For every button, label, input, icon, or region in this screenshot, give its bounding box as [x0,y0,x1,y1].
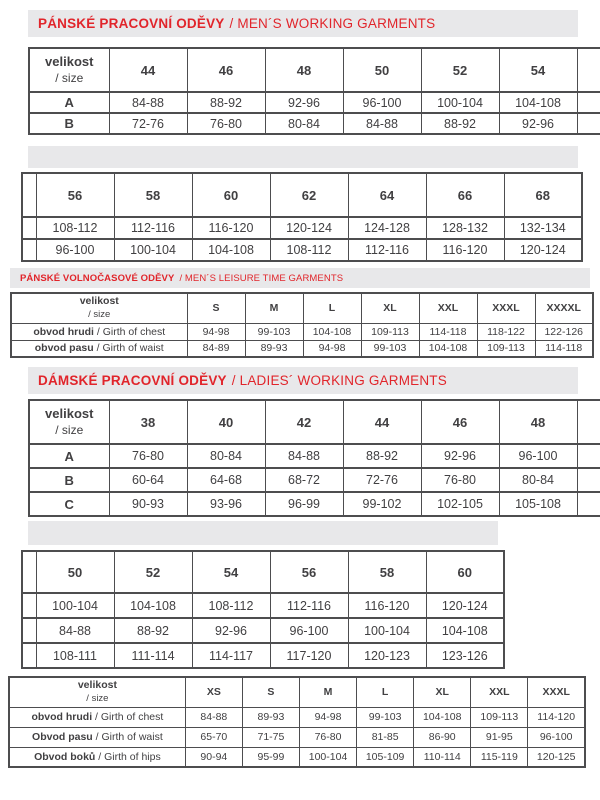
cut-column-header [577,48,600,92]
column-header: XXXXL [535,293,593,323]
size-range-cell: 109-113 [471,707,528,727]
size-range-cell: 91-95 [471,727,528,747]
size-range-cell: 122-126 [535,323,593,340]
size-range-cell: 100-104 [114,239,192,261]
size-range-cell: 99-103 [357,707,414,727]
size-range-cell: 94-98 [187,323,245,340]
row-label [9,747,185,767]
corner-label-czech: velikost [45,54,94,70]
column-header: 52 [421,48,499,92]
size-range-cell: 120-124 [270,217,348,239]
row-label-czech: Obvod boků [34,750,96,763]
size-range-cell: 116-120 [348,593,426,618]
section-title-mens-leisure [10,268,590,288]
size-range-cell: 108-112 [270,239,348,261]
size-range-cell: 100-104 [299,747,356,767]
size-range-cell: 120-123 [348,643,426,668]
column-header: 44 [343,400,421,444]
size-range-cell: 96-100 [528,727,585,747]
size-range-cell: 132-134 [504,217,582,239]
column-header: 48 [499,400,577,444]
size-range-cell: 88-92 [114,618,192,643]
size-range-cell: 99-103 [245,323,303,340]
header-row [9,677,585,707]
size-range-cell: 92-96 [421,444,499,468]
size-range-cell: 112-116 [270,593,348,618]
header-row [29,400,600,444]
row-label [9,727,185,747]
section-title-czech: PÁNSKÉ VOLNOČASOVÉ ODĚVY [20,272,175,284]
header-row [11,293,593,323]
corner-label-czech: velikost [45,406,94,422]
cut-cell [577,92,600,113]
size-range-cell: 120-125 [528,747,585,767]
size-corner-header [29,48,109,92]
size-range-cell: 120-124 [426,593,504,618]
size-range-cell: 118-122 [477,323,535,340]
corner-label-english: / size [55,422,84,437]
column-header: 58 [114,173,192,217]
size-range-cell: 124-128 [348,217,426,239]
size-range-cell: 84-88 [185,707,242,727]
column-header: 58 [348,551,426,593]
size-range-cell: 104-108 [414,707,471,727]
size-range-cell: 115-119 [471,747,528,767]
cut-cell [22,618,36,643]
size-range-cell: 96-100 [343,92,421,113]
ladies-working-sizes-table-1 [28,399,600,517]
size-range-cell: 64-68 [187,468,265,492]
size-range-cell: 111-114 [114,643,192,668]
size-range-cell: 114-117 [192,643,270,668]
mens-working-sizes-table-2 [21,172,583,262]
column-header: 64 [348,173,426,217]
size-range-cell: 92-96 [499,113,577,134]
size-range-cell: 84-89 [187,340,245,357]
column-header: 40 [187,400,265,444]
size-range-cell: 112-116 [348,239,426,261]
column-header: 62 [270,173,348,217]
corner-label-english: / size [88,308,111,320]
size-range-cell: 76-80 [299,727,356,747]
column-header: M [299,677,356,707]
size-range-cell: 90-93 [109,492,187,516]
column-header: 42 [265,400,343,444]
column-header: L [357,677,414,707]
mens-leisure-sizes-table [10,292,594,358]
size-range-cell: 120-124 [504,239,582,261]
size-range-cell: 100-104 [348,618,426,643]
size-range-cell: 108-111 [36,643,114,668]
mens-working-sizes-table-1 [28,47,600,135]
header-row [22,173,582,217]
ladies-working-sizes-table-2 [21,550,505,669]
size-range-cell: 104-108 [499,92,577,113]
size-range-cell: 68-72 [265,468,343,492]
section-title-czech: PÁNSKÉ PRACOVNÍ ODĚVY [38,16,225,31]
column-header: 50 [36,551,114,593]
size-range-cell: 84-88 [36,618,114,643]
column-header: XL [361,293,419,323]
cut-column-header [577,400,600,444]
row-label: A [29,92,109,113]
corner-label-english: / size [55,70,84,85]
size-range-cell: 86-90 [414,727,471,747]
size-range-cell: 108-112 [192,593,270,618]
row-label-czech: obvod pasu [34,342,94,355]
empty-section-bar [28,146,578,168]
size-range-cell: 96-100 [499,444,577,468]
column-header: XXXL [528,677,585,707]
size-range-cell: 80-84 [187,444,265,468]
size-range-cell: 105-109 [357,747,414,767]
size-corner-header [9,677,185,707]
table-row [22,217,582,239]
column-header: 52 [114,551,192,593]
section-title-czech: DÁMSKÉ PRACOVNÍ ODĚVY [38,373,227,388]
size-range-cell: 89-93 [242,707,299,727]
size-range-cell: 84-88 [343,113,421,134]
table-row [29,92,600,113]
size-range-cell: 92-96 [265,92,343,113]
row-label-english: / Girth of chest [93,325,166,338]
size-range-cell: 102-105 [421,492,499,516]
size-range-cell: 71-75 [242,727,299,747]
size-range-cell: 65-70 [185,727,242,747]
size-range-cell: 84-88 [109,92,187,113]
size-corner-header [11,293,187,323]
size-range-cell: 123-126 [426,643,504,668]
size-range-cell: 76-80 [187,113,265,134]
size-range-cell: 72-76 [109,113,187,134]
table-row [11,323,593,340]
section-title-english: / LADIES´ WORKING GARMENTS [231,373,447,388]
size-range-cell: 116-120 [192,217,270,239]
row-label-english: / Girth of chest [92,711,164,723]
table-row [9,707,585,727]
size-range-cell: 96-99 [265,492,343,516]
size-range-cell: 109-113 [477,340,535,357]
column-header: 60 [426,551,504,593]
column-header: 54 [499,48,577,92]
column-header: XS [185,677,242,707]
size-range-cell: 76-80 [421,468,499,492]
size-range-cell: 104-108 [426,618,504,643]
cut-cell [577,492,600,516]
ladies-measurements-table [8,676,586,768]
row-label: B [29,468,109,492]
table-row [9,747,585,767]
table-row [29,492,600,516]
size-range-cell: 95-99 [242,747,299,767]
size-range-cell: 104-108 [303,323,361,340]
column-header: XXL [471,677,528,707]
column-header: 66 [426,173,504,217]
cut-column-header [22,173,36,217]
cut-cell [577,113,600,134]
empty-section-bar [28,521,498,545]
size-range-cell: 117-120 [270,643,348,668]
column-header: 38 [109,400,187,444]
size-range-cell: 81-85 [357,727,414,747]
column-header: 68 [504,173,582,217]
column-header: 56 [270,551,348,593]
size-range-cell: 88-92 [421,113,499,134]
row-label-czech: obvod hrudi [31,711,93,723]
column-header: XXL [419,293,477,323]
column-header: 50 [343,48,421,92]
cut-cell [22,239,36,261]
size-range-cell: 80-84 [265,113,343,134]
section-title-mens-working [28,10,578,37]
size-corner-header [29,400,109,444]
table-row [22,643,504,668]
corner-label-czech: velikost [77,679,117,692]
table-row [22,239,582,261]
corner-label-czech: velikost [79,295,119,308]
size-range-cell: 96-100 [270,618,348,643]
column-header: S [242,677,299,707]
size-range-cell: 84-88 [265,444,343,468]
size-range-cell: 108-112 [36,217,114,239]
row-label: C [29,492,109,516]
cut-cell [22,643,36,668]
size-range-cell: 96-100 [36,239,114,261]
size-range-cell: 92-96 [192,618,270,643]
row-label-czech: Obvod pasu [32,731,93,743]
column-header: L [303,293,361,323]
size-range-cell: 60-64 [109,468,187,492]
column-header: 46 [187,48,265,92]
row-label [9,707,185,727]
cut-cell [22,593,36,618]
row-label [11,323,187,340]
size-range-cell: 72-76 [343,468,421,492]
cut-cell [22,217,36,239]
row-label: B [29,113,109,134]
size-range-cell: 109-113 [361,323,419,340]
size-range-cell: 100-104 [36,593,114,618]
column-header: 60 [192,173,270,217]
size-range-cell: 94-98 [303,340,361,357]
cut-column-header [22,551,36,593]
column-header: 44 [109,48,187,92]
corner-label-english: / size [86,692,109,704]
column-header: XL [414,677,471,707]
size-range-cell: 90-94 [185,747,242,767]
header-row [29,48,600,92]
size-range-cell: 114-120 [528,707,585,727]
size-range-cell: 99-103 [361,340,419,357]
column-header: 48 [265,48,343,92]
table-row [9,727,585,747]
table-row [29,468,600,492]
table-row [22,618,504,643]
section-title-ladies-working [28,367,578,394]
column-header: XXXL [477,293,535,323]
section-title-english: / MEN´S WORKING GARMENTS [229,16,436,31]
cut-cell [577,468,600,492]
row-label: A [29,444,109,468]
table-row [29,444,600,468]
size-range-cell: 110-114 [414,747,471,767]
size-range-cell: 94-98 [299,707,356,727]
row-label-english: / Girth of hips [95,750,161,763]
section-title-english: / MEN´S LEISURE TIME GARMENTS [179,272,344,284]
size-range-cell: 93-96 [187,492,265,516]
size-range-cell: 80-84 [499,468,577,492]
column-header: S [187,293,245,323]
row-label-english: / Girth of waist [92,731,163,743]
size-range-cell: 114-118 [419,323,477,340]
table-row [29,113,600,134]
size-range-cell: 99-102 [343,492,421,516]
column-header: M [245,293,303,323]
column-header: 46 [421,400,499,444]
cut-cell [577,444,600,468]
size-range-cell: 89-93 [245,340,303,357]
size-range-cell: 100-104 [421,92,499,113]
table-row [11,340,593,357]
size-range-cell: 88-92 [343,444,421,468]
row-label-english: / Girth of waist [93,342,164,355]
size-range-cell: 76-80 [109,444,187,468]
row-label-czech: obvod hrudi [33,325,94,338]
column-header: 56 [36,173,114,217]
size-range-cell: 104-108 [114,593,192,618]
column-header: 54 [192,551,270,593]
size-range-cell: 116-120 [426,239,504,261]
size-range-cell: 114-118 [535,340,593,357]
size-range-cell: 104-108 [419,340,477,357]
header-row [22,551,504,593]
size-range-cell: 105-108 [499,492,577,516]
size-range-cell: 112-116 [114,217,192,239]
size-range-cell: 104-108 [192,239,270,261]
size-range-cell: 128-132 [426,217,504,239]
table-row [22,593,504,618]
size-range-cell: 88-92 [187,92,265,113]
row-label [11,340,187,357]
